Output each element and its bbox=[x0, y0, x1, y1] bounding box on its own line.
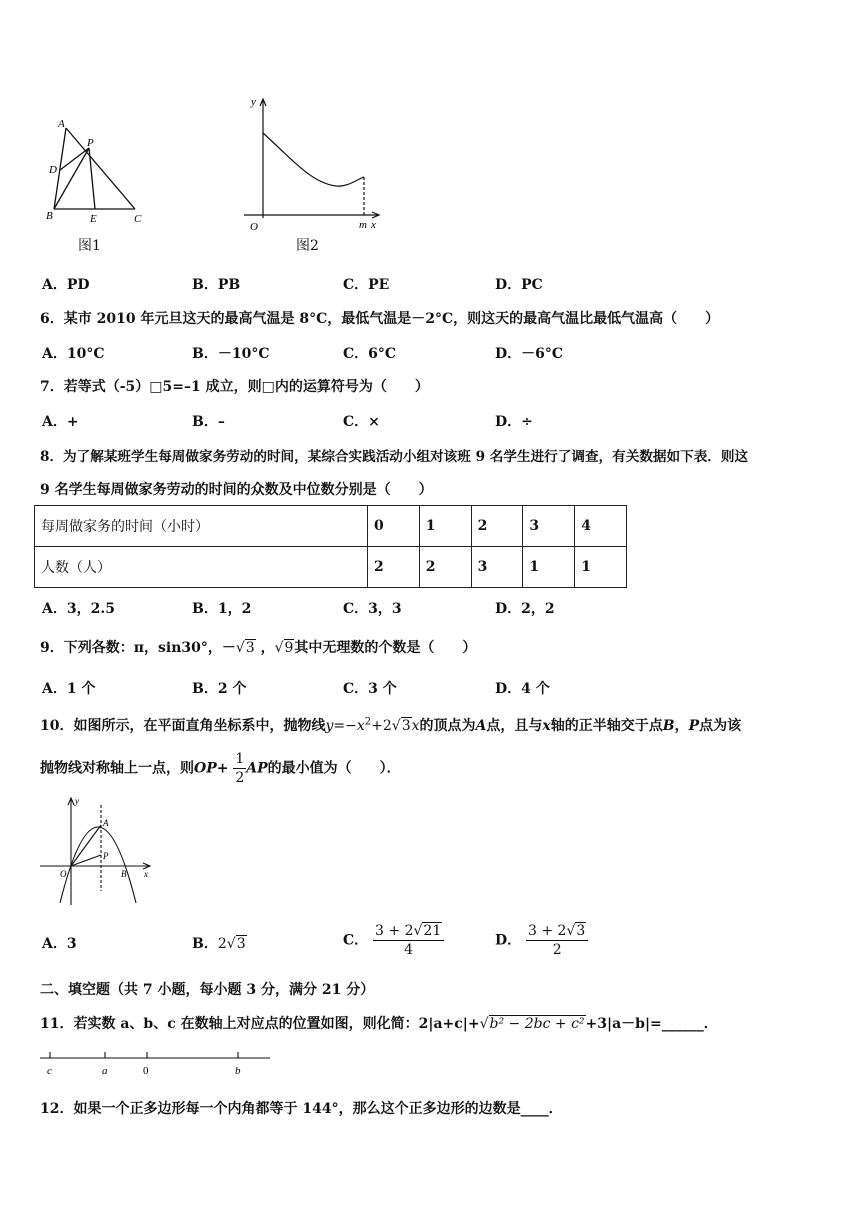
figure-1-triangle bbox=[40, 112, 150, 232]
label-b: B bbox=[121, 869, 127, 879]
q7-option-c[interactable]: C．× bbox=[343, 414, 380, 430]
table-row bbox=[35, 506, 627, 547]
label-m: m bbox=[359, 219, 367, 231]
figure-2-graph bbox=[236, 93, 386, 233]
q9-text: 9．下列各数：π，sin30°，－√3 ，√9其中无理数的个数是（ ） bbox=[40, 640, 477, 656]
q10-optd-frac: $\frac{3 + 2√3}{2}$ bbox=[526, 922, 588, 959]
q10-optb-coef: 2 bbox=[217, 936, 227, 952]
q8-option-a[interactable]: A．3，2.5 bbox=[42, 601, 115, 617]
label-c: C bbox=[134, 213, 142, 225]
q8-text-line2: 9 名学生每周做家务劳动的时间的众数及中位数分别是（ ） bbox=[40, 482, 433, 498]
q10-optd-num: 3 + 2 bbox=[528, 923, 567, 939]
q10-point-b: B bbox=[662, 718, 675, 734]
q10-l1e: ， bbox=[674, 718, 689, 734]
q8-option-b[interactable]: B．1，2 bbox=[192, 601, 252, 617]
q6-option-a[interactable]: A．10°C bbox=[42, 346, 105, 362]
q10-l1b: 的顶点为 bbox=[419, 718, 476, 734]
q10-op: OP bbox=[194, 760, 217, 777]
q11-number-line bbox=[38, 1050, 274, 1082]
label-zero: 0 bbox=[143, 1065, 149, 1077]
label-a: A bbox=[58, 118, 65, 130]
q10-eq-plus: +2 bbox=[371, 718, 392, 734]
table-cell: 2 bbox=[471, 506, 523, 547]
q9-sqrt3: 3 bbox=[245, 640, 255, 656]
label-y: y bbox=[75, 796, 79, 806]
label-p: P bbox=[103, 851, 109, 861]
q10-optc-pre: C． bbox=[343, 932, 369, 949]
figure-2-caption: 图2 bbox=[296, 238, 319, 254]
q9-option-c[interactable]: C．3 个 bbox=[343, 681, 397, 697]
q9-sqrt9: 9 bbox=[284, 640, 294, 656]
q7-option-b[interactable]: B．– bbox=[192, 414, 225, 430]
q7-option-a[interactable]: A．+ bbox=[42, 414, 79, 430]
q10-option-c[interactable] bbox=[343, 922, 444, 959]
q10-option-b[interactable]: B．2√3 bbox=[192, 936, 246, 952]
label-x: x bbox=[371, 219, 376, 231]
label-p: P bbox=[87, 137, 94, 149]
q6-option-c[interactable]: C．6°C bbox=[343, 346, 397, 362]
q7-option-d[interactable]: D．÷ bbox=[495, 414, 533, 430]
q11-pre: 11．若实数 a、b、c 在数轴上对应点的位置如图，则化简：2|a+c|+ bbox=[40, 1016, 480, 1032]
table-cell: 2 bbox=[419, 547, 471, 588]
segment-oa bbox=[71, 825, 101, 866]
table-cell: 3 bbox=[471, 547, 523, 588]
section-2-heading: 二、填空题（共 7 小题，每小题 3 分，满分 21 分） bbox=[40, 982, 375, 998]
q10-half-num: 1 bbox=[235, 751, 245, 767]
table-row bbox=[35, 547, 627, 588]
q10-eq-mid: =− bbox=[333, 718, 357, 734]
label-o: O bbox=[250, 221, 258, 233]
table-header-count: 人数（人） bbox=[35, 547, 368, 588]
q10-l1c: 点，且与 bbox=[486, 718, 543, 734]
label-e: E bbox=[90, 213, 97, 225]
q11-radical: b² − 2bc + c² bbox=[489, 1016, 585, 1032]
label-b: B bbox=[46, 210, 53, 222]
q5-option-a[interactable]: A．PD bbox=[42, 277, 90, 293]
segment-pb bbox=[54, 148, 89, 209]
table-cell: 2 bbox=[368, 547, 420, 588]
q10-option-d[interactable] bbox=[495, 922, 588, 959]
q10-eq-y: y bbox=[325, 718, 334, 734]
q10-l1f: 点为该 bbox=[699, 718, 742, 734]
q10-optc-frac: $\frac{3 + 2√21}{4}$ bbox=[373, 922, 444, 959]
q10-point-a: A bbox=[475, 718, 487, 734]
q9-comma: ， bbox=[260, 640, 275, 656]
q10-eq-x: x bbox=[411, 718, 420, 734]
q10-l2b: 的最小值为（ ）． bbox=[267, 760, 401, 777]
curve bbox=[263, 133, 364, 186]
q9-prefix: 9．下列各数：π，sin30°，－ bbox=[40, 640, 236, 656]
table-cell: 1 bbox=[575, 547, 627, 588]
q10-optb-rad: 3 bbox=[236, 936, 246, 952]
q10-eq-x2: x bbox=[356, 718, 365, 734]
label-b: b bbox=[235, 1065, 241, 1077]
q12-text: 12．如果一个正多边形每一个内角都等于 144°，那么这个正多边形的边数是____． bbox=[40, 1101, 563, 1117]
q10-ap: AP bbox=[246, 760, 268, 777]
table-header-time: 每周做家务的时间（小时） bbox=[35, 506, 368, 547]
q5-option-b[interactable]: B．PB bbox=[192, 277, 241, 293]
q10-text-line1: 10．如图所示，在平面直角坐标系中，抛物线$y=-x^2+2√3x$的顶点为A点，且与x轴的正半轴交于点B，P点为该 bbox=[40, 716, 742, 734]
label-a: a bbox=[102, 1065, 108, 1077]
q10-optd-rad: 3 bbox=[576, 923, 586, 939]
q7-text: 7．若等式（-5）□5=–1 成立，则□内的运算符号为（ ） bbox=[40, 379, 429, 395]
q8-option-d[interactable]: D．2，2 bbox=[495, 601, 555, 617]
q10-point-p: P bbox=[688, 718, 700, 734]
q9-suffix: 其中无理数的个数是（ ） bbox=[294, 640, 477, 656]
q8-option-c[interactable]: C．3，3 bbox=[343, 601, 402, 617]
q8-text-line1: 8．为了解某班学生每周做家务劳动的时间，某综合实践活动小组对该班 9 名学生进行了调查，有关数据如下表．则这 bbox=[40, 449, 749, 465]
table-cell: 1 bbox=[523, 547, 575, 588]
table-cell: 0 bbox=[368, 506, 420, 547]
q10-optc-num: 3 + 2 bbox=[375, 923, 414, 939]
q6-option-b[interactable]: B．－10°C bbox=[192, 346, 270, 362]
segment-pe bbox=[89, 148, 95, 209]
table-cell: 3 bbox=[523, 506, 575, 547]
label-y: y bbox=[251, 96, 256, 108]
q5-option-c[interactable]: C．PE bbox=[343, 277, 390, 293]
q10-optc-den: 4 bbox=[404, 942, 414, 958]
q8-data-table bbox=[34, 505, 627, 588]
q10-l1a: 10．如图所示，在平面直角坐标系中，抛物线 bbox=[40, 718, 326, 734]
q10-eq-sup: 2 bbox=[364, 716, 372, 728]
side-ac bbox=[66, 128, 135, 209]
q10-eq-root: 3 bbox=[401, 718, 411, 734]
q10-optd-pre: D． bbox=[495, 932, 522, 949]
label-x: x bbox=[144, 869, 148, 879]
figure-1-caption: 图1 bbox=[78, 238, 101, 254]
table-cell: 4 bbox=[575, 506, 627, 547]
q10-optc-rad: 21 bbox=[423, 923, 442, 939]
q10-optd-den: 2 bbox=[552, 942, 562, 958]
label-c: c bbox=[47, 1065, 52, 1077]
label-a: A bbox=[103, 818, 109, 828]
table-cell: 1 bbox=[419, 506, 471, 547]
q9-option-b[interactable]: B．2 个 bbox=[192, 681, 247, 697]
q10-option-a[interactable]: A．3 bbox=[42, 936, 77, 952]
q10-x-axis: x bbox=[542, 718, 551, 734]
q5-option-d[interactable]: D．PC bbox=[495, 277, 543, 293]
q9-option-d[interactable]: D．4 个 bbox=[495, 681, 550, 697]
q10-l1d: 轴的正半轴交于点 bbox=[550, 718, 663, 734]
segment-pd bbox=[60, 148, 89, 170]
label-d: D bbox=[49, 164, 57, 176]
q9-option-a[interactable]: A．1 个 bbox=[42, 681, 96, 697]
q11-post: +3|a－b|=______． bbox=[585, 1016, 718, 1032]
q6-text: 6．某市 2010 年元旦这天的最高气温是 8°C，最低气温是－2°C，则这天的最高气温比最低气温高（ ） bbox=[40, 311, 720, 327]
q11-text: 11．若实数 a、b、c 在数轴上对应点的位置如图，则化简：2|a+c|+√b² − 2bc + c²+3|a－b|=______． bbox=[40, 1016, 718, 1032]
q10-optb-pre: B． bbox=[192, 936, 218, 952]
q10-half bbox=[233, 750, 246, 787]
q10-half-den: 2 bbox=[235, 770, 245, 786]
q10-parabola-graph bbox=[38, 793, 154, 909]
label-o: O bbox=[60, 869, 67, 879]
q10-text-line2 bbox=[40, 750, 401, 787]
q10-l2a: 抛物线对称轴上一点，则 bbox=[40, 760, 194, 777]
q10-plus: + bbox=[216, 760, 229, 777]
q6-option-d[interactable]: D．－6°C bbox=[495, 346, 564, 362]
